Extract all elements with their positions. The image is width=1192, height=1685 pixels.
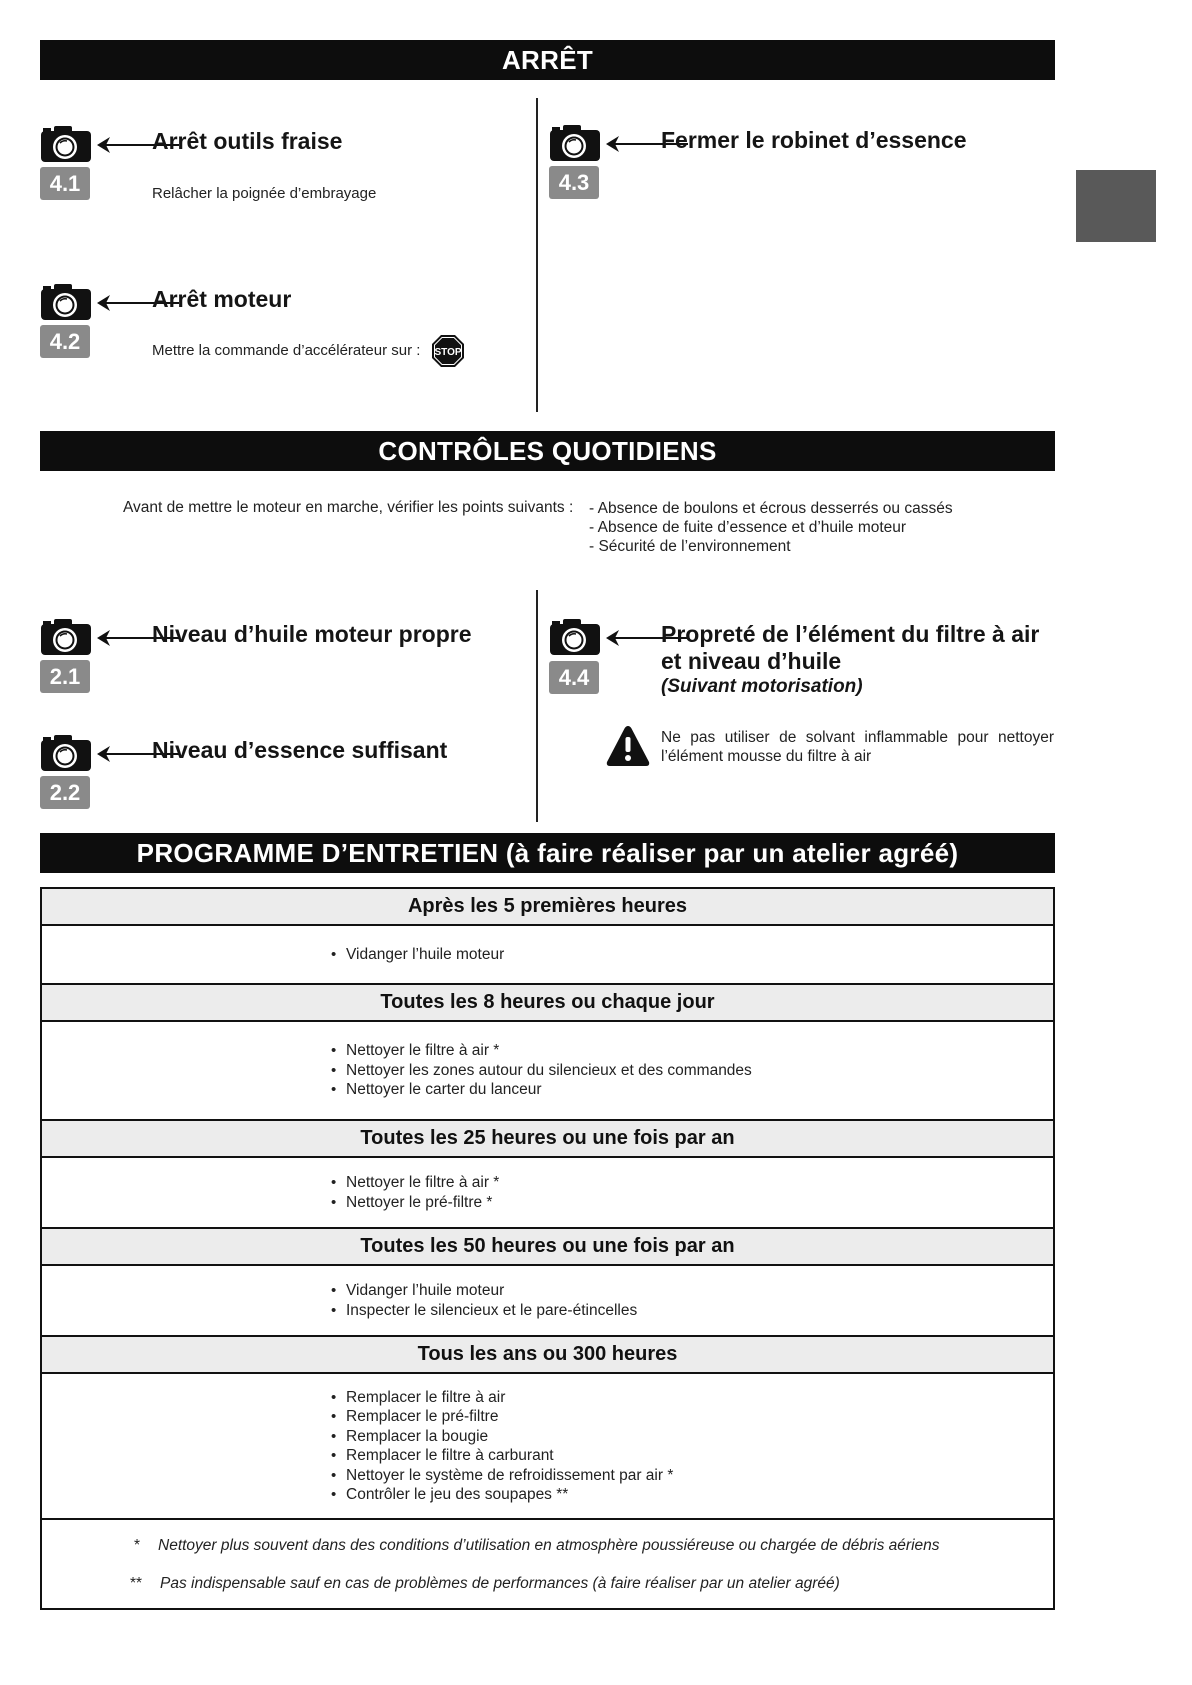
maintenance-item: • Vidanger l’huile moteur [331, 1281, 1053, 1301]
step-4-1 [40, 125, 500, 225]
step-title: Fermer le robinet d’essence [661, 127, 967, 153]
step-badge: 4.1 [40, 167, 90, 200]
column-divider [536, 98, 538, 412]
maintenance-header: Toutes les 50 heures ou une fois par an [42, 1229, 1053, 1266]
footnote-mark: ** [130, 1575, 143, 1592]
maintenance-item: • Remplacer la bougie [331, 1427, 1053, 1447]
camera-icon [40, 125, 92, 163]
maintenance-item: • Nettoyer le système de refroidissement par air * [331, 1466, 1053, 1486]
step-title: Arrêt moteur [152, 286, 292, 312]
step-title-line1: Propreté de l’élément du filtre à air [661, 621, 1040, 647]
camera-icon [549, 618, 601, 656]
maintenance-body [42, 1374, 1053, 1520]
maintenance-item: • Nettoyer les zones autour du silencieux et des commandes [331, 1061, 1053, 1081]
section-header-programme: PROGRAMME D’ENTRETIEN (à faire réaliser par un atelier agréé) [40, 833, 1055, 873]
step-4-2 [40, 283, 500, 383]
footnotes [42, 1520, 1053, 1608]
controles-points [589, 499, 953, 556]
controles-point: - Absence de fuite d’essence et d’huile moteur [589, 519, 907, 536]
maintenance-item: • Inspecter le silencieux et le pare-étincelles [331, 1301, 1053, 1321]
warning-text: Ne pas utiliser de solvant inflammable pour nettoyer l’élément mousse du filtre à air [661, 729, 1054, 765]
step-text: Mettre la commande d’accélérateur sur : [152, 341, 421, 359]
step-title: Arrêt outils fraise [152, 128, 343, 154]
step-4-4 [549, 618, 1059, 708]
maintenance-body [42, 1266, 1053, 1337]
step-subtitle: (Suivant motorisation) [661, 676, 863, 697]
maintenance-body [42, 1158, 1053, 1229]
warning-triangle-icon [605, 724, 651, 768]
maintenance-item: • Remplacer le pré-filtre [331, 1407, 1053, 1427]
maintenance-table [40, 887, 1055, 1610]
step-badge: 4.3 [549, 166, 599, 199]
camera-icon [40, 734, 92, 772]
camera-icon [40, 618, 92, 656]
footnote-mark: * [134, 1537, 141, 1554]
step-badge: 4.2 [40, 325, 90, 358]
maintenance-item: • Contrôler le jeu des soupapes ** [331, 1485, 1053, 1505]
maintenance-header: Tous les ans ou 300 heures [42, 1337, 1053, 1374]
stop-sign-icon [431, 334, 465, 368]
section-header-controles: CONTRÔLES QUOTIDIENS [40, 431, 1055, 471]
footnote-text: Pas indispensable sauf en cas de problèmes de performances (à faire réaliser par un atelier agréé) [160, 1575, 840, 1592]
maintenance-body [42, 926, 1053, 985]
footnote-text: Nettoyer plus souvent dans des conditions d’utilisation en atmosphère poussiéreuse ou chargée de débris aériens [158, 1537, 940, 1554]
page-tab-marker [1076, 170, 1156, 242]
maintenance-item: • Remplacer le filtre à air [331, 1388, 1053, 1408]
step-text-row [152, 334, 465, 368]
step-2-2 [40, 734, 500, 814]
controles-point: - Sécurité de l’environnement [589, 538, 791, 555]
section-header-arret: ARRÊT [40, 40, 1055, 80]
maintenance-item: • Nettoyer le filtre à air * [331, 1041, 1053, 1061]
camera-icon [549, 124, 601, 162]
maintenance-item: • Nettoyer le carter du lanceur [331, 1080, 1053, 1100]
controles-intro: Avant de mettre le moteur en marche, vérifier les points suivants : [123, 499, 574, 516]
maintenance-item: • Nettoyer le filtre à air * [331, 1173, 1053, 1193]
maintenance-header: Toutes les 25 heures ou une fois par an [42, 1121, 1053, 1158]
maintenance-item: • Vidanger l’huile moteur [331, 945, 1053, 965]
step-4-3 [549, 124, 1049, 224]
maintenance-body [42, 1022, 1053, 1121]
step-badge: 4.4 [549, 661, 599, 694]
step-badge: 2.2 [40, 776, 90, 809]
step-badge: 2.1 [40, 660, 90, 693]
step-title: Niveau d’essence suffisant [152, 737, 448, 763]
maintenance-item: • Remplacer le filtre à carburant [331, 1446, 1053, 1466]
maintenance-header: Après les 5 premières heures [42, 889, 1053, 926]
step-title: Niveau d’huile moteur propre [152, 621, 472, 647]
maintenance-header: Toutes les 8 heures ou chaque jour [42, 985, 1053, 1022]
column-divider [536, 590, 538, 822]
step-title-line2: et niveau d’huile [661, 648, 842, 674]
stop-sign-label: STOP [434, 347, 462, 358]
maintenance-item: • Nettoyer le pré-filtre * [331, 1193, 1053, 1213]
step-text: Relâcher la poignée d’embrayage [152, 185, 377, 202]
step-2-1 [40, 618, 500, 698]
camera-icon [40, 283, 92, 321]
controles-point: - Absence de boulons et écrous desserrés ou cassés [589, 500, 953, 517]
